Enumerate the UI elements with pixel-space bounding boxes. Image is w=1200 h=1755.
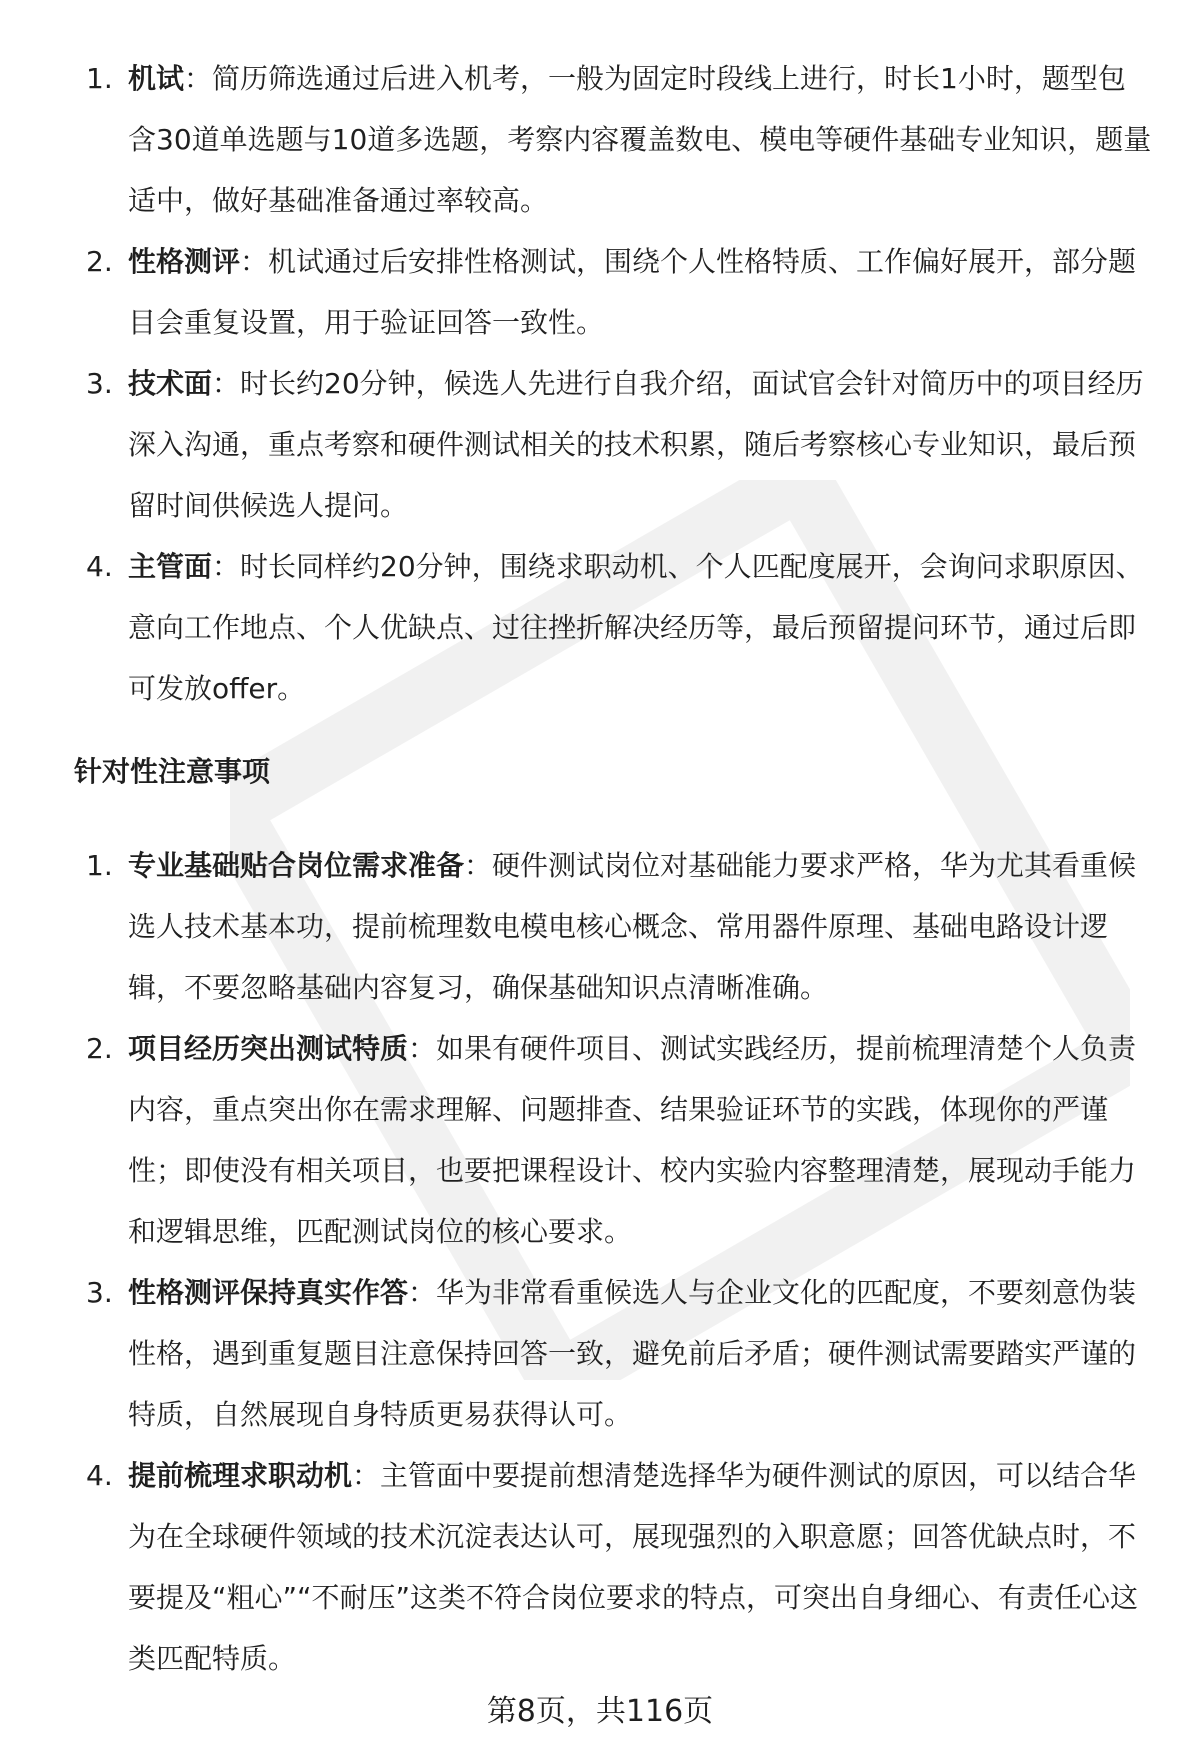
item-title: 专业基础贴合岗位需求准备 [128, 849, 465, 882]
item-title: 性格测评 [128, 245, 241, 278]
list-number: 4. [86, 550, 113, 583]
precautions-list [0, 835, 1200, 1689]
list-item [0, 1262, 1153, 1445]
list-item [0, 1018, 1153, 1262]
list-number: 3. [86, 367, 113, 400]
list-number: 1. [86, 849, 113, 882]
interview-process-list [0, 48, 1200, 719]
list-number: 1. [86, 62, 113, 95]
item-text: ：机试通过后安排性格测试，围绕个人性格特质、工作偏好展开，部分题目会重复设置，用于验证回答一致性。 [128, 245, 1137, 339]
list-item [0, 353, 1153, 536]
item-text: ：时长同样约20分钟，围绕求职动机、个人匹配度展开，会询问求职原因、意向工作地点、个人优缺点、过往挫折解决经历等，最后预留提问环节，通过后即可发放offer。 [128, 550, 1144, 705]
item-text: ：时长约20分钟，候选人先进行自我介绍，面试官会针对简历中的项目经历深入沟通，重点考察和硬件测试相关的技术积累，随后考察核心专业知识，最后预留时间供候选人提问。 [128, 367, 1144, 522]
item-title: 提前梳理求职动机 [128, 1459, 353, 1492]
item-text: ：如果有硬件项目、测试实践经历，提前梳理清楚个人负责内容，重点突出你在需求理解、问题排查、结果验证环节的实践，体现你的严谨性；即使没有相关项目，也要把课程设计、校内实验内容整理清楚，展现动手能力和逻辑思维，匹配测试岗位的核心要求。 [128, 1032, 1137, 1248]
item-text: ：主管面中要提前想清楚选择华为硬件测试的原因，可以结合华为在全球硬件领域的技术沉淀表达认可，展现强烈的入职意愿；回答优缺点时，不要提及“粗心”“不耐压”这类不符合岗位要求的特点，可突出自身细心、有责任心这类匹配特质。 [128, 1459, 1139, 1675]
item-title: 项目经历突出测试特质 [128, 1032, 409, 1065]
list-number: 4. [86, 1459, 113, 1492]
list-number: 2. [86, 245, 113, 278]
list-item [0, 835, 1153, 1018]
list-number: 2. [86, 1032, 113, 1065]
section-heading: 针对性注意事项 [74, 755, 271, 788]
list-number: 3. [86, 1276, 113, 1309]
list-item [0, 536, 1153, 719]
list-item [0, 231, 1153, 353]
item-title: 主管面 [128, 550, 213, 583]
item-text: ：华为非常看重候选人与企业文化的匹配度，不要刻意伪装性格，遇到重复题目注意保持回答一致，避免前后矛盾；硬件测试需要踏实严谨的特质，自然展现自身特质更易获得认可。 [128, 1276, 1137, 1431]
page-footer: 第8页，共116页 [486, 1694, 714, 1729]
item-text: ：简历筛选通过后进入机考，一般为固定时段线上进行，时长1小时，题型包含30道单选题与10道多选题，考察内容覆盖数电、模电等硬件基础专业知识，题量适中，做好基础准备通过率较高。 [128, 62, 1152, 217]
item-title: 机试 [128, 62, 185, 95]
item-text: ：硬件测试岗位对基础能力要求严格，华为尤其看重候选人技术基本功，提前梳理数电模电核心概念、常用器件原理、基础电路设计逻辑，不要忽略基础内容复习，确保基础知识点清晰准确。 [128, 849, 1137, 1004]
list-item [0, 1445, 1153, 1689]
item-title: 技术面 [128, 367, 213, 400]
list-item [0, 48, 1153, 231]
item-title: 性格测评保持真实作答 [128, 1276, 409, 1309]
